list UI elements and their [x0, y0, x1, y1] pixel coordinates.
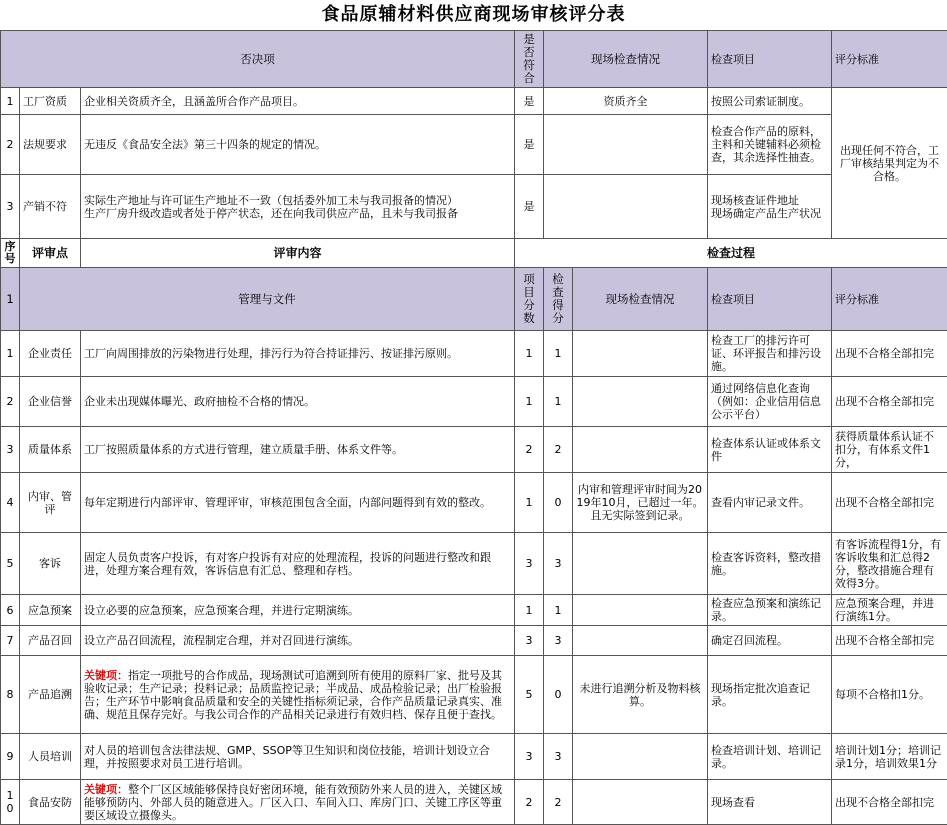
- row-content-text: 设立必要的应急预案，应急预案合理，并进行定期演练。: [84, 604, 359, 617]
- veto-content: 企业相关资质齐全，且涵盖所合作产品项目。: [81, 88, 515, 115]
- standard-header: 评分标准: [832, 268, 947, 331]
- row-name: 企业信誉: [20, 377, 81, 427]
- table-row: [1, 427, 947, 473]
- table-row: [1, 473, 947, 533]
- page-title: 食品原辅材料供应商现场审核评分表: [0, 0, 947, 30]
- row-standard: 有客诉流程得1分，有客诉收集和汇总得2分，整改措施合理有效得3分。: [832, 533, 947, 595]
- row-number: 9: [1, 734, 20, 780]
- row-got: 3: [544, 734, 573, 780]
- row-name: 产品召回: [20, 626, 81, 656]
- row-content: [81, 780, 515, 825]
- row-check-item: 现场查看: [708, 780, 832, 825]
- row-name: 食品安防: [20, 780, 81, 825]
- table-row: [1, 533, 947, 595]
- row-content-text: 指定一项批号的合作成品，现场测试可追溯到所有使用的原料厂家、批号及其验收记录；生产记录；投料记录；品质监控记录；半成品、成品检验记录；出厂检验报告；生产环节中影响食品质量和安全的关键性指标须记录，合作产品质量记录真实、准确、规范且保存完好。与我公司合作的产品相关记录进行有效归档、保存且便于查找。: [84, 669, 502, 721]
- row-score: 1: [515, 331, 544, 377]
- row-content-text: 整个厂区区域能够保持良好密闭环境，能有效预防外来人员的进入，关键区域能够预防内、外部人员的随意进入。厂区入口、车间入口、库房门口、关键工序区等重要区域设立摄像头。: [84, 783, 502, 822]
- veto-check-item-header: 检查项目: [708, 31, 832, 88]
- veto-row: [1, 88, 947, 115]
- row-got: 2: [544, 427, 573, 473]
- veto-conform: 是: [515, 88, 544, 115]
- row-score: 1: [515, 595, 544, 626]
- veto-check: 资质齐全: [544, 88, 708, 115]
- row-score: 3: [515, 626, 544, 656]
- row-check-item: 检查工厂的排污许可证、环评报告和排污设施。: [708, 331, 832, 377]
- point-header: 评审点: [20, 239, 81, 268]
- row-check: 未进行追溯分析及物料核算。: [573, 656, 708, 734]
- row-content: [81, 377, 515, 427]
- row-standard: 每项不合格扣1分。: [832, 656, 947, 734]
- key-item-label: 关键项：: [84, 669, 128, 682]
- row-name: 质量体系: [20, 427, 81, 473]
- table-row: [1, 626, 947, 656]
- veto-check-header: 现场检查情况: [544, 31, 708, 88]
- row-content: [81, 626, 515, 656]
- veto-content: 无违反《食品安全法》第三十四条的规定的情况。: [81, 115, 515, 175]
- veto-check-item: 现场核查证件地址 现场确定产品生产状况: [708, 175, 832, 239]
- row-content: [81, 473, 515, 533]
- row-content-text: 工厂按照质量体系的方式进行管理，建立质量手册、体系文件等。: [84, 443, 403, 456]
- veto-name: 法规要求: [20, 115, 81, 175]
- row-check: [573, 595, 708, 626]
- row-score: 1: [515, 377, 544, 427]
- row-got: 2: [544, 780, 573, 825]
- content-header: 评审内容: [81, 239, 515, 268]
- row-number: 2: [1, 377, 20, 427]
- row-check-item: 通过网络信息化查询（例如：企业信用信息公示平台）: [708, 377, 832, 427]
- row-content: [81, 595, 515, 626]
- veto-standard: 出现任何不符合，工厂审核结果判定为不合格。: [832, 88, 947, 239]
- mgmt-label: 管理与文件: [20, 268, 515, 331]
- row-standard: 获得质量体系认证不扣分，有体系文件1分，: [832, 427, 947, 473]
- row-standard: 出现不合格全部扣完: [832, 626, 947, 656]
- row-check: [573, 780, 708, 825]
- row-content-text: 工厂向周围排放的污染物进行处理，排污行为符合持证排污、按证排污原则。: [84, 347, 458, 360]
- table-row: [1, 377, 947, 427]
- row-content: [81, 427, 515, 473]
- row-score: 2: [515, 427, 544, 473]
- conform-header: 是否符合: [515, 31, 544, 88]
- row-number: 5: [1, 533, 20, 595]
- row-standard: 出现不合格全部扣完: [832, 780, 947, 825]
- veto-check-item: 按照公司索证制度。: [708, 88, 832, 115]
- row-check-item: 检查客诉资料，整改措施。: [708, 533, 832, 595]
- row-content-text: 企业未出现媒体曝光、政府抽检不合格的情况。: [84, 395, 315, 408]
- check-header: 现场检查情况: [573, 268, 708, 331]
- row-number: 8: [1, 656, 20, 734]
- row-check-item: 检查培训计划、培训记录。: [708, 734, 832, 780]
- check-item-header: 检查项目: [708, 268, 832, 331]
- row-check-item: 检查应急预案和演练记录。: [708, 595, 832, 626]
- row-score: 3: [515, 734, 544, 780]
- veto-content: 实际生产地址与许可证生产地址不一致（包括委外加工未与我司报备的情况） 生产厂房升级改造或者处于停产状态，还在向我司供应产品，且未与我司报备: [81, 175, 515, 239]
- row-name: 人员培训: [20, 734, 81, 780]
- row-content-text: 固定人员负责客户投诉，有对客户投诉有对应的处理流程，投诉的问题进行整改和跟进，处理方案合理有效，客诉信息有汇总、整理和存档。: [84, 551, 491, 577]
- row-got: 1: [544, 377, 573, 427]
- veto-standard-header: 评分标准: [832, 31, 947, 88]
- key-item-label: 关键项：: [84, 783, 128, 796]
- row-got: 0: [544, 473, 573, 533]
- row-score: 5: [515, 656, 544, 734]
- row-standard: 出现不合格全部扣完: [832, 473, 947, 533]
- row-content: [81, 533, 515, 595]
- mgmt-header-row: [1, 268, 947, 331]
- row-content: [81, 734, 515, 780]
- row-name: 内审、管评: [20, 473, 81, 533]
- row-check: [573, 331, 708, 377]
- veto-row: [1, 175, 947, 239]
- veto-check-item: 检查合作产品的原料，主料和关键辅料必须检查，其余选择性抽查。: [708, 115, 832, 175]
- veto-row: [1, 115, 947, 175]
- row-name: 应急预案: [20, 595, 81, 626]
- row-content-text: 每年定期进行内部评审、管理评审，审核范围包含全面，内部问题得到有效的整改。: [84, 496, 491, 509]
- row-content-text: 设立产品召回流程，流程制定合理，并对召回进行演练。: [84, 634, 359, 647]
- row-score: 2: [515, 780, 544, 825]
- veto-conform: 是: [515, 175, 544, 239]
- row-name: 产品追溯: [20, 656, 81, 734]
- veto-check: [544, 115, 708, 175]
- row-got: 3: [544, 626, 573, 656]
- row-name: 客诉: [20, 533, 81, 595]
- table-row: [1, 656, 947, 734]
- process-header: 检查过程: [515, 239, 947, 268]
- row-check: 内审和管理评审时间为2019年10月，已超过一年。且无实际签到记录。: [573, 473, 708, 533]
- table-row: [1, 734, 947, 780]
- row-standard: 出现不合格全部扣完: [832, 377, 947, 427]
- veto-name: 产销不符: [20, 175, 81, 239]
- row-content: [81, 331, 515, 377]
- seq-header: 序号: [1, 239, 20, 268]
- row-got: 1: [544, 331, 573, 377]
- row-check-item: 检查体系认证或体系文件: [708, 427, 832, 473]
- row-got: 0: [544, 656, 573, 734]
- row-name: 企业责任: [20, 331, 81, 377]
- score-header: 项目分数: [515, 268, 544, 331]
- table-row: [1, 331, 947, 377]
- table-row: [1, 780, 947, 825]
- table-row: [1, 595, 947, 626]
- row-got: 3: [544, 533, 573, 595]
- row-number: 3: [1, 175, 20, 239]
- row-check-item: 查看内审记录文件。: [708, 473, 832, 533]
- row-check: [573, 377, 708, 427]
- row-number: 2: [1, 115, 20, 175]
- row-standard: 出现不合格全部扣完: [832, 331, 947, 377]
- mgmt-number: 1: [1, 268, 20, 331]
- got-header: 检查得分: [544, 268, 573, 331]
- section-header-row: [1, 239, 947, 268]
- row-number: 6: [1, 595, 20, 626]
- row-number: 1: [1, 331, 20, 377]
- veto-conform: 是: [515, 115, 544, 175]
- row-check: [573, 626, 708, 656]
- row-number: 4: [1, 473, 20, 533]
- row-check-item: 确定召回流程。: [708, 626, 832, 656]
- row-check-item: 现场指定批次追查记录。: [708, 656, 832, 734]
- row-standard: 应急预案合理，并进行演练1分。: [832, 595, 947, 626]
- row-score: 3: [515, 533, 544, 595]
- veto-name: 工厂资质: [20, 88, 81, 115]
- audit-table: [0, 30, 947, 825]
- row-standard: 培训计划1分；培训记录1分，培训效果1分: [832, 734, 947, 780]
- row-score: 1: [515, 473, 544, 533]
- row-number: 7: [1, 626, 20, 656]
- veto-check: [544, 175, 708, 239]
- row-number: 1: [1, 88, 20, 115]
- row-check: [573, 427, 708, 473]
- veto-item-header: 否决项: [1, 31, 515, 88]
- row-got: 1: [544, 595, 573, 626]
- row-content: [81, 656, 515, 734]
- row-content-text: 对人员的培训包含法律法规、GMP、SSOP等卫生知识和岗位技能，培训计划设立合理，并按照要求对员工进行培训。: [84, 744, 490, 770]
- veto-header-row: [1, 31, 947, 88]
- row-check: [573, 734, 708, 780]
- row-number: 10: [1, 780, 20, 825]
- row-number: 3: [1, 427, 20, 473]
- row-check: [573, 533, 708, 595]
